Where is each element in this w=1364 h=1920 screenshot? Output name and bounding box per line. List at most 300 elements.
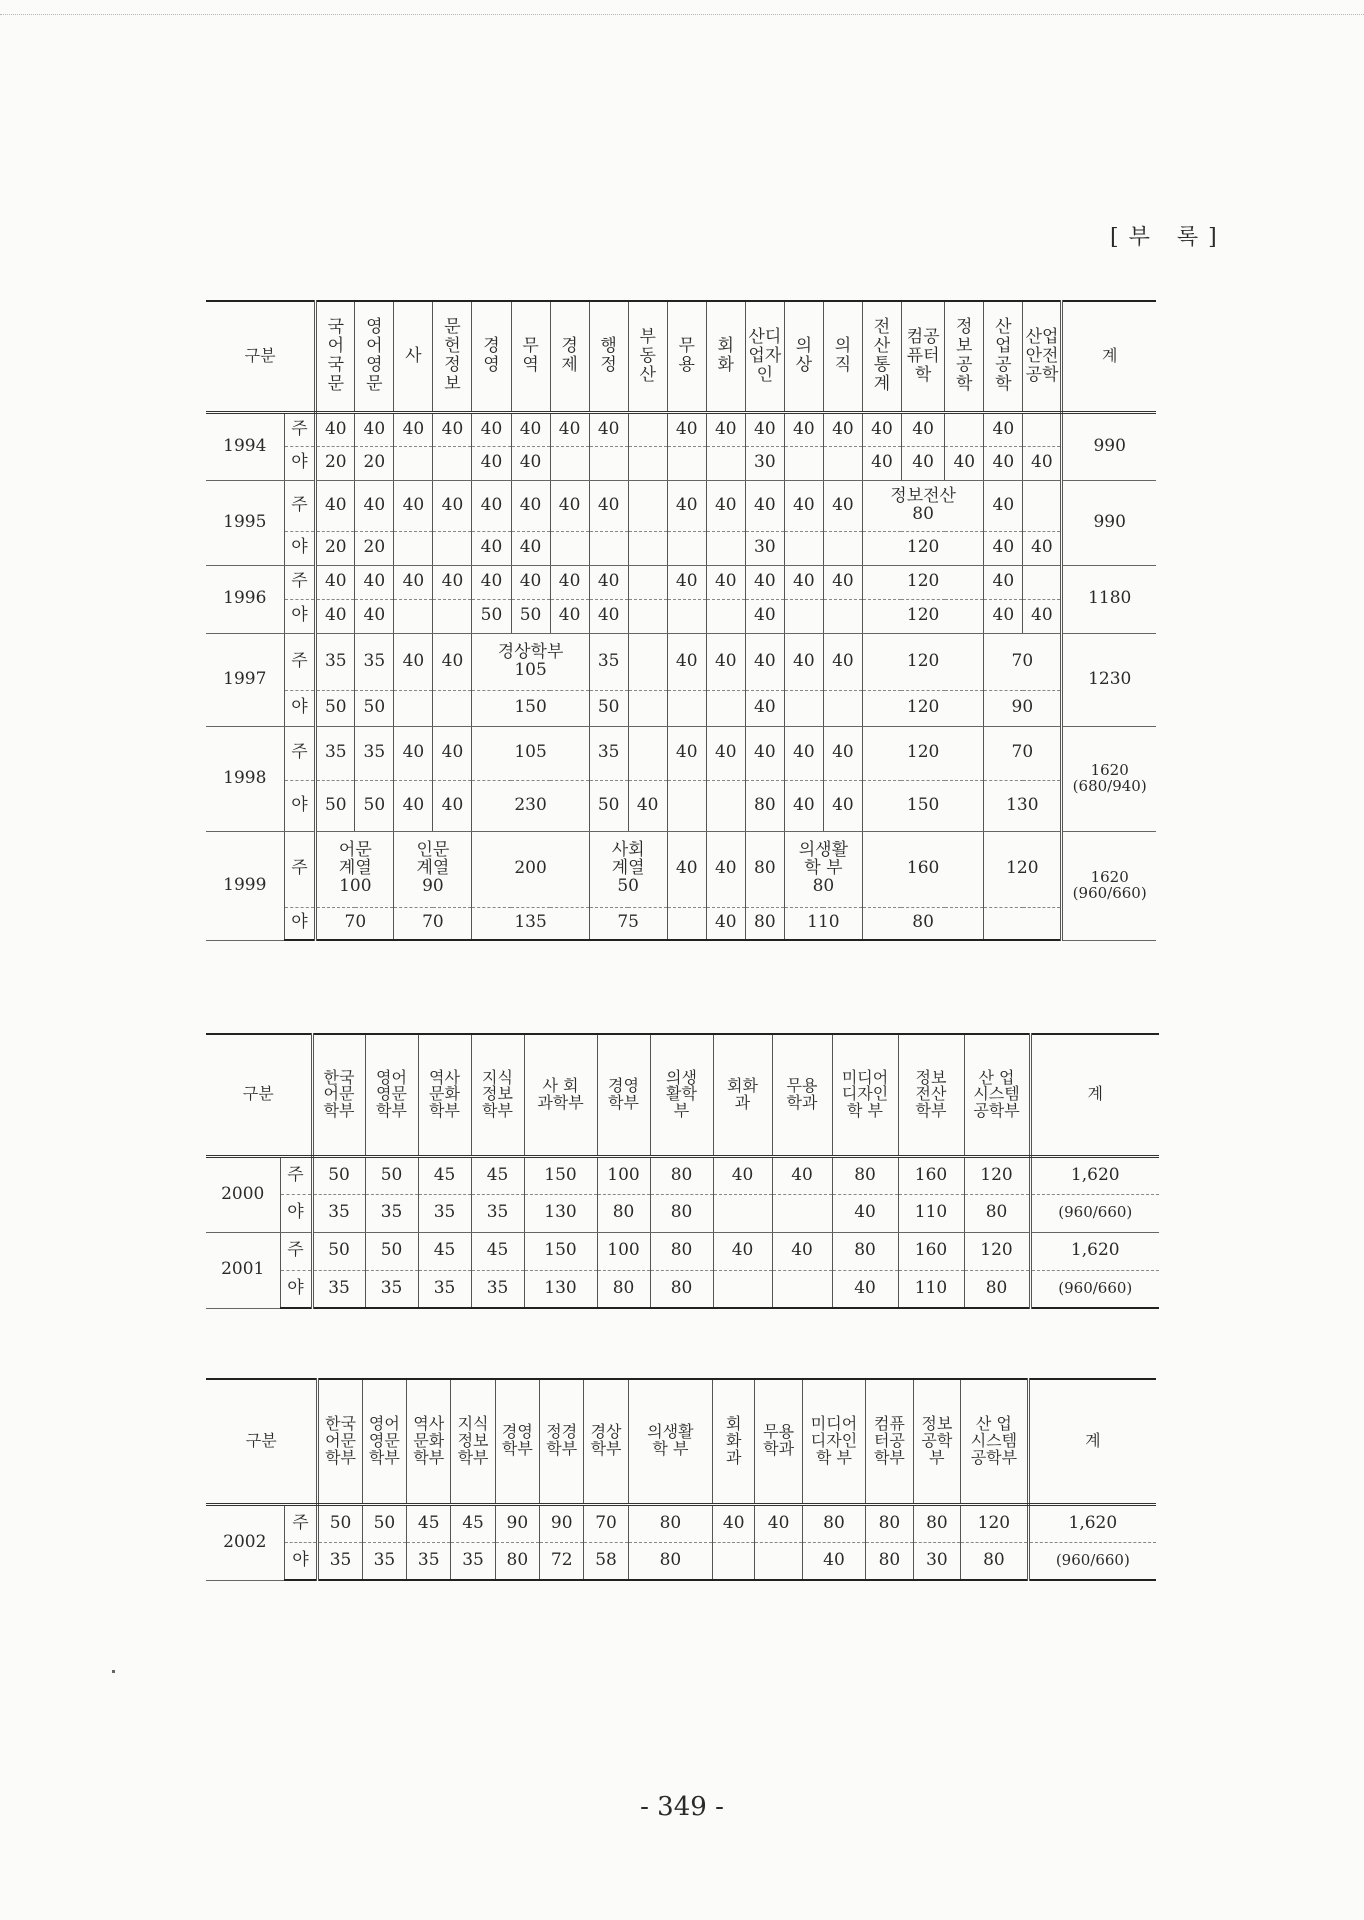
data-cell: 50 — [589, 690, 628, 726]
data-cell — [784, 599, 823, 633]
data-cell — [1023, 565, 1062, 599]
data-cell — [433, 599, 472, 633]
data-cell: 80 — [597, 1194, 650, 1232]
data-cell: 80 — [650, 1232, 713, 1270]
data-cell: 40 — [550, 565, 589, 599]
data-cell: 40 — [667, 726, 706, 780]
header-cell: 전산통계 — [862, 301, 901, 412]
data-cell: 40 — [823, 565, 862, 599]
data-cell: 45 — [471, 1156, 524, 1194]
data-cell: 120 — [964, 1156, 1030, 1194]
data-cell: 40 — [394, 633, 433, 690]
data-cell: 35 — [365, 1270, 418, 1308]
data-cell: 110 — [898, 1194, 964, 1232]
data-cell: 110 — [898, 1270, 964, 1308]
data-cell — [550, 446, 589, 480]
header-cell: 구분 — [206, 301, 316, 412]
data-cell — [394, 531, 433, 565]
table-row — [206, 1194, 1159, 1232]
header-cell: 산업공학 — [984, 301, 1023, 412]
data-cell — [628, 633, 667, 690]
data-cell: 40 — [550, 599, 589, 633]
year-cell: 1994 — [206, 412, 284, 480]
data-cell — [706, 531, 745, 565]
data-cell — [667, 690, 706, 726]
data-cell: 35 — [316, 726, 355, 780]
data-cell: 80 — [802, 1504, 865, 1542]
data-cell: 80 — [745, 780, 784, 831]
year-cell: 2000 — [206, 1156, 280, 1232]
data-cell: 40 — [472, 446, 511, 480]
header-cell: 역사 문화 학부 — [418, 1034, 471, 1156]
table-row — [206, 565, 1156, 599]
shift-label: 야 — [284, 690, 316, 726]
data-cell: 35 — [589, 633, 628, 690]
enrollment-table-1994-1999 — [206, 300, 1156, 941]
data-cell: 160 — [898, 1156, 964, 1194]
data-cell: 40 — [355, 412, 394, 446]
data-cell: 40 — [984, 565, 1023, 599]
header-cell: 의직 — [823, 301, 862, 412]
data-cell: 80 — [650, 1270, 713, 1308]
header-cell: 회화 — [706, 301, 745, 412]
table-row — [206, 1156, 1159, 1194]
data-cell: 35 — [589, 726, 628, 780]
data-cell: 45 — [471, 1232, 524, 1270]
data-cell: 40 — [745, 565, 784, 599]
data-cell: 150 — [472, 690, 589, 726]
top-rule — [0, 14, 1364, 15]
data-cell: 40 — [862, 412, 901, 446]
header-cell: 미디어 디자인 학 부 — [832, 1034, 898, 1156]
data-cell: 70 — [584, 1504, 628, 1542]
data-cell: 70 — [984, 633, 1062, 690]
total-cell: 1180 — [1062, 565, 1156, 633]
data-cell: 120 — [862, 531, 983, 565]
data-cell: 의생활 학 부 80 — [784, 831, 862, 907]
shift-label: 야 — [280, 1194, 312, 1232]
data-cell: 20 — [355, 446, 394, 480]
header-cell: 영어 영문 학부 — [362, 1379, 406, 1504]
header-cell: 정보공학 — [945, 301, 984, 412]
data-cell: 40 — [745, 726, 784, 780]
data-cell: 80 — [913, 1504, 960, 1542]
data-cell — [755, 1542, 802, 1580]
data-cell: 35 — [418, 1270, 471, 1308]
data-cell: 35 — [471, 1194, 524, 1232]
data-cell: 35 — [471, 1270, 524, 1308]
data-cell: 40 — [823, 412, 862, 446]
data-cell: 80 — [964, 1270, 1030, 1308]
data-cell — [628, 726, 667, 780]
data-cell: 35 — [355, 633, 394, 690]
data-cell: 110 — [784, 907, 862, 940]
data-cell: 40 — [355, 480, 394, 531]
header-cell: 역사 문화 학부 — [407, 1379, 451, 1504]
data-cell: 40 — [394, 565, 433, 599]
shift-label: 주 — [284, 565, 316, 599]
header-cell: 컴퓨 터공 학부 — [866, 1379, 913, 1504]
header-cell: 산업안전공학 — [1023, 301, 1062, 412]
shift-label: 주 — [284, 726, 316, 780]
table-row — [206, 412, 1156, 446]
data-cell — [784, 690, 823, 726]
table-row — [206, 780, 1156, 831]
data-cell — [628, 599, 667, 633]
header-row — [206, 1379, 1156, 1504]
table-row — [206, 1504, 1156, 1542]
header-cell: 무용 학과 — [755, 1379, 802, 1504]
data-cell: 40 — [394, 726, 433, 780]
data-cell: 130 — [984, 780, 1062, 831]
data-cell: 40 — [706, 726, 745, 780]
data-cell: 40 — [316, 412, 355, 446]
data-cell — [713, 1194, 772, 1232]
data-cell: 150 — [862, 780, 983, 831]
data-cell: 58 — [584, 1542, 628, 1580]
data-cell: 50 — [365, 1156, 418, 1194]
header-cell: 회화 과 — [713, 1034, 772, 1156]
data-cell: 40 — [589, 599, 628, 633]
data-cell — [772, 1194, 832, 1232]
data-cell: 80 — [745, 907, 784, 940]
data-cell: 40 — [945, 446, 984, 480]
year-cell: 1996 — [206, 565, 284, 633]
data-cell: 80 — [745, 831, 784, 907]
data-cell: 40 — [984, 480, 1023, 531]
data-cell: 105 — [472, 726, 589, 780]
data-cell: 120 — [862, 599, 983, 633]
data-cell: 50 — [318, 1504, 362, 1542]
data-cell: 40 — [745, 480, 784, 531]
data-cell — [823, 690, 862, 726]
data-cell: 40 — [433, 480, 472, 531]
data-cell: 120 — [862, 690, 983, 726]
total-cell: (960/660) — [1030, 1194, 1159, 1232]
data-cell: 40 — [472, 531, 511, 565]
data-cell: 40 — [1023, 599, 1062, 633]
data-cell: 40 — [511, 480, 550, 531]
data-cell: 80 — [964, 1194, 1030, 1232]
data-cell — [823, 599, 862, 633]
data-cell: 정보전산 80 — [862, 480, 983, 531]
data-cell: 40 — [1023, 446, 1062, 480]
data-cell: 90 — [495, 1504, 539, 1542]
total-cell: 1230 — [1062, 633, 1156, 726]
data-cell — [394, 446, 433, 480]
header-row — [206, 301, 1156, 412]
data-cell: 30 — [745, 531, 784, 565]
data-cell: 80 — [961, 1542, 1029, 1580]
data-cell: 50 — [316, 780, 355, 831]
data-cell: 40 — [706, 907, 745, 940]
data-cell: 135 — [472, 907, 589, 940]
header-cell: 컴공퓨터학 — [901, 301, 944, 412]
data-cell: 20 — [316, 531, 355, 565]
table-row — [206, 726, 1156, 780]
data-cell: 40 — [823, 633, 862, 690]
enrollment-table-2002 — [206, 1378, 1156, 1581]
data-cell: 40 — [667, 480, 706, 531]
data-cell: 40 — [433, 412, 472, 446]
header-cell: 부동산 — [628, 301, 667, 412]
data-cell — [628, 480, 667, 531]
data-cell: 20 — [316, 446, 355, 480]
header-cell: 문헌정보 — [433, 301, 472, 412]
data-cell: 40 — [472, 480, 511, 531]
table-row — [206, 531, 1156, 565]
header-cell: 영어 영문 학부 — [365, 1034, 418, 1156]
data-cell: 40 — [511, 412, 550, 446]
data-cell: 40 — [511, 446, 550, 480]
data-cell: 40 — [511, 565, 550, 599]
data-cell: 40 — [713, 1156, 772, 1194]
data-cell: 50 — [362, 1504, 406, 1542]
header-cell: 무용 — [667, 301, 706, 412]
shift-label: 야 — [284, 780, 316, 831]
data-cell: 40 — [823, 780, 862, 831]
shift-label: 야 — [284, 599, 316, 633]
data-cell: 120 — [961, 1504, 1029, 1542]
header-cell: 영어영문 — [355, 301, 394, 412]
data-cell: 50 — [472, 599, 511, 633]
table-row — [206, 690, 1156, 726]
data-cell: 40 — [984, 599, 1023, 633]
data-cell: 어문 계열 100 — [316, 831, 394, 907]
data-cell — [628, 412, 667, 446]
header-cell: 정경 학부 — [540, 1379, 584, 1504]
table-row — [206, 1270, 1159, 1308]
header-cell: 지식 정보 학부 — [451, 1379, 495, 1504]
page-number: - 349 - — [640, 1792, 724, 1822]
table-row — [206, 599, 1156, 633]
data-cell: 40 — [667, 565, 706, 599]
data-cell: 80 — [866, 1542, 913, 1580]
data-cell: 40 — [784, 412, 823, 446]
data-cell: 45 — [418, 1232, 471, 1270]
data-cell: 120 — [984, 831, 1062, 907]
data-cell: 70 — [984, 726, 1062, 780]
total-cell: 1620 (680/940) — [1062, 726, 1156, 831]
data-cell — [706, 446, 745, 480]
data-cell — [772, 1270, 832, 1308]
header-cell: 의생 활학 부 — [650, 1034, 713, 1156]
header-cell: 경제 — [550, 301, 589, 412]
data-cell: 40 — [772, 1232, 832, 1270]
data-cell: 40 — [472, 565, 511, 599]
data-cell: 50 — [355, 690, 394, 726]
header-cell: 지식 정보 학부 — [471, 1034, 524, 1156]
data-cell: 사회 계열 50 — [589, 831, 667, 907]
data-cell: 20 — [355, 531, 394, 565]
data-cell — [667, 446, 706, 480]
data-cell: 80 — [628, 1504, 712, 1542]
data-cell: 40 — [628, 780, 667, 831]
header-cell: 한국 어문 학부 — [312, 1034, 365, 1156]
data-cell — [667, 531, 706, 565]
year-cell: 1999 — [206, 831, 284, 940]
stray-mark — [112, 1670, 115, 1673]
data-cell: 80 — [650, 1156, 713, 1194]
data-cell: 120 — [964, 1232, 1030, 1270]
data-cell: 40 — [706, 831, 745, 907]
data-cell: 45 — [451, 1504, 495, 1542]
data-cell: 70 — [316, 907, 394, 940]
data-cell — [433, 446, 472, 480]
header-cell: 정보 전산 학부 — [898, 1034, 964, 1156]
header-cell: 계 — [1030, 1034, 1159, 1156]
shift-label: 주 — [284, 633, 316, 690]
data-cell: 35 — [318, 1542, 362, 1580]
data-cell: 35 — [316, 633, 355, 690]
data-cell: 40 — [862, 446, 901, 480]
data-cell: 30 — [913, 1542, 960, 1580]
data-cell: 30 — [745, 446, 784, 480]
data-cell: 40 — [550, 412, 589, 446]
data-cell: 40 — [984, 412, 1023, 446]
table-row — [206, 907, 1156, 940]
shift-label: 주 — [284, 1504, 318, 1542]
data-cell: 35 — [312, 1194, 365, 1232]
header-cell: 무역 — [511, 301, 550, 412]
data-cell: 80 — [628, 1542, 712, 1580]
shift-label: 주 — [280, 1232, 312, 1270]
data-cell: 50 — [365, 1232, 418, 1270]
data-cell: 40 — [784, 565, 823, 599]
table-row — [206, 831, 1156, 907]
header-cell: 의생활 학 부 — [628, 1379, 712, 1504]
data-cell — [713, 1542, 755, 1580]
header-cell: 산디업자인 — [745, 301, 784, 412]
data-cell: 35 — [365, 1194, 418, 1232]
appendix-label: [부 록] — [1110, 225, 1227, 250]
data-cell: 40 — [784, 726, 823, 780]
data-cell: 40 — [901, 446, 944, 480]
data-cell: 40 — [706, 633, 745, 690]
data-cell: 40 — [832, 1194, 898, 1232]
shift-label: 야 — [284, 446, 316, 480]
data-cell: 80 — [832, 1232, 898, 1270]
header-cell: 산 업 시스템 공학부 — [964, 1034, 1030, 1156]
data-cell: 40 — [433, 565, 472, 599]
data-cell: 40 — [984, 531, 1023, 565]
data-cell: 40 — [745, 599, 784, 633]
data-cell: 40 — [394, 412, 433, 446]
header-cell: 계 — [1062, 301, 1156, 412]
shift-label: 야 — [280, 1270, 312, 1308]
data-cell: 40 — [745, 690, 784, 726]
data-cell: 160 — [898, 1232, 964, 1270]
data-cell: 40 — [433, 633, 472, 690]
data-cell: 40 — [589, 412, 628, 446]
data-cell: 40 — [667, 633, 706, 690]
data-cell: 80 — [650, 1194, 713, 1232]
total-cell: 990 — [1062, 412, 1156, 480]
data-cell — [433, 531, 472, 565]
shift-label: 주 — [280, 1156, 312, 1194]
data-cell: 35 — [407, 1542, 451, 1580]
data-cell: 120 — [862, 726, 983, 780]
header-row — [206, 1034, 1159, 1156]
data-cell: 35 — [451, 1542, 495, 1580]
data-cell — [628, 690, 667, 726]
data-cell: 50 — [312, 1232, 365, 1270]
data-cell: 80 — [597, 1270, 650, 1308]
total-cell: 1,620 — [1028, 1504, 1156, 1542]
data-cell — [784, 446, 823, 480]
shift-label: 야 — [284, 531, 316, 565]
data-cell: 40 — [433, 726, 472, 780]
data-cell: 80 — [866, 1504, 913, 1542]
year-cell: 1998 — [206, 726, 284, 831]
data-cell — [823, 446, 862, 480]
data-cell: 50 — [589, 780, 628, 831]
data-cell: 40 — [706, 565, 745, 599]
header-cell: 정보 공학 부 — [913, 1379, 960, 1504]
data-cell: 40 — [755, 1504, 802, 1542]
data-cell — [667, 780, 706, 831]
data-cell: 경상학부 105 — [472, 633, 589, 690]
data-cell: 40 — [706, 480, 745, 531]
data-cell: 40 — [667, 831, 706, 907]
table-row — [206, 1232, 1159, 1270]
data-cell: 40 — [984, 446, 1023, 480]
data-cell — [394, 599, 433, 633]
data-cell — [589, 531, 628, 565]
data-cell: 40 — [550, 480, 589, 531]
data-cell: 80 — [862, 907, 983, 940]
header-cell: 경영 학부 — [597, 1034, 650, 1156]
data-cell: 40 — [433, 780, 472, 831]
data-cell — [945, 412, 984, 446]
enrollment-table-2000-2001 — [206, 1033, 1159, 1309]
data-cell: 40 — [589, 480, 628, 531]
data-cell: 인문 계열 90 — [394, 831, 472, 907]
table-row — [206, 633, 1156, 690]
header-cell: 미디어 디자인 학 부 — [802, 1379, 865, 1504]
header-cell: 경영 — [472, 301, 511, 412]
data-cell: 40 — [772, 1156, 832, 1194]
data-cell: 50 — [355, 780, 394, 831]
total-cell: 1,620 — [1030, 1232, 1159, 1270]
data-cell: 40 — [316, 480, 355, 531]
shift-label: 주 — [284, 831, 316, 907]
data-cell: 40 — [713, 1504, 755, 1542]
total-cell: (960/660) — [1028, 1542, 1156, 1580]
data-cell: 40 — [667, 412, 706, 446]
data-cell: 35 — [355, 726, 394, 780]
data-cell: 40 — [472, 412, 511, 446]
data-cell: 40 — [802, 1542, 865, 1580]
data-cell: 35 — [418, 1194, 471, 1232]
data-cell — [713, 1270, 772, 1308]
data-cell: 35 — [312, 1270, 365, 1308]
data-cell: 40 — [823, 726, 862, 780]
data-cell: 130 — [524, 1194, 597, 1232]
data-cell — [394, 690, 433, 726]
data-cell: 40 — [316, 565, 355, 599]
data-cell: 40 — [316, 599, 355, 633]
year-cell: 2002 — [206, 1504, 284, 1580]
header-cell: 구분 — [206, 1034, 312, 1156]
header-cell: 한국 어문 학부 — [318, 1379, 362, 1504]
data-cell: 100 — [597, 1232, 650, 1270]
data-cell — [984, 907, 1062, 940]
data-cell: 72 — [540, 1542, 584, 1580]
data-cell — [1023, 480, 1062, 531]
table-row — [206, 480, 1156, 531]
data-cell: 120 — [862, 565, 983, 599]
